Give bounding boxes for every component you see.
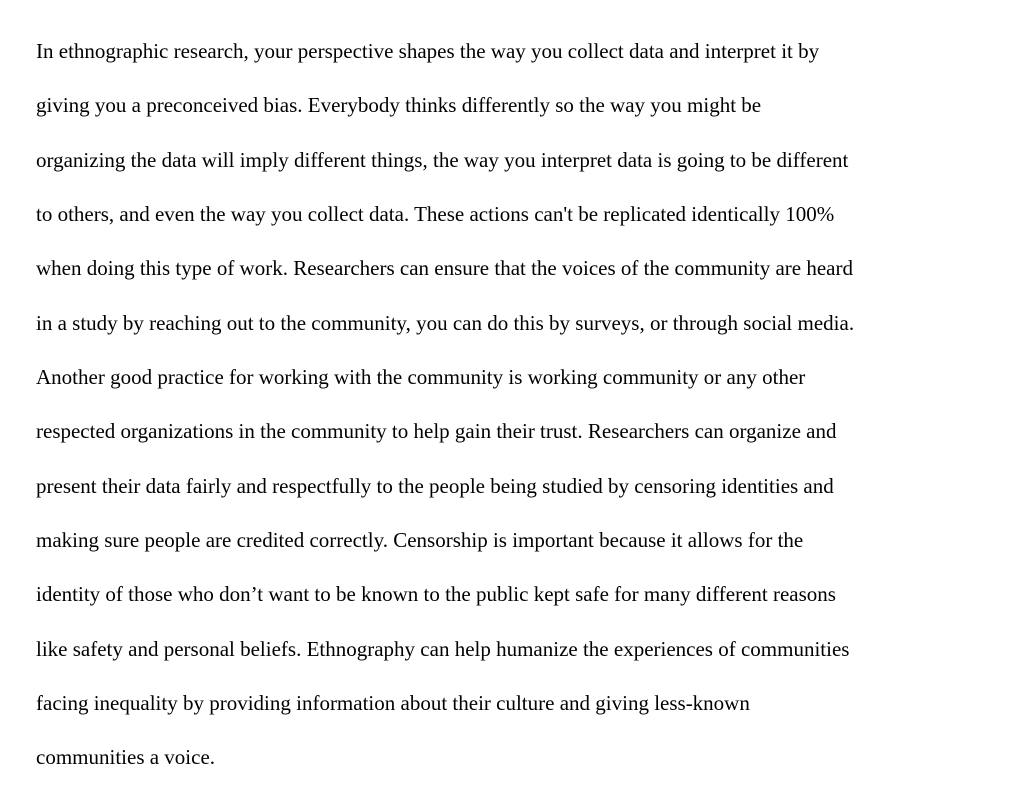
paragraph-line: communities a voice. [36,745,216,769]
paragraph-line: Another good practice for working with the community is working community or any other [36,365,806,389]
paragraph-line: identity of those who don’t want to be known to the public kept safe for many different reasons [36,582,836,606]
paragraph-line: making sure people are credited correctly. Censorship is important because it allows for the [36,528,804,552]
paragraph-line: to others, and even the way you collect data. These actions can't be replicated identically 100% [36,202,835,226]
paragraph-line: respected organizations in the community to help gain their trust. Researchers can organize and [36,419,837,443]
paragraph-line: in a study by reaching out to the community, you can do this by surveys, or through social media. [36,311,855,335]
paragraph-line: organizing the data will imply different things, the way you interpret data is going to be different [36,148,849,172]
paragraph-line: like safety and personal beliefs. Ethnography can help humanize the experiences of communities [36,637,850,661]
paragraph-line: giving you a preconceived bias. Everybody thinks differently so the way you might be [36,93,762,117]
paragraph-line: present their data fairly and respectfully to the people being studied by censoring identities and [36,474,834,498]
paragraph-line: facing inequality by providing information about their culture and giving less-known [36,691,750,715]
paragraph-line: when doing this type of work. Researchers can ensure that the voices of the community are heard [36,256,853,280]
paragraph-line: In ethnographic research, your perspective shapes the way you collect data and interpret it by [36,39,820,63]
